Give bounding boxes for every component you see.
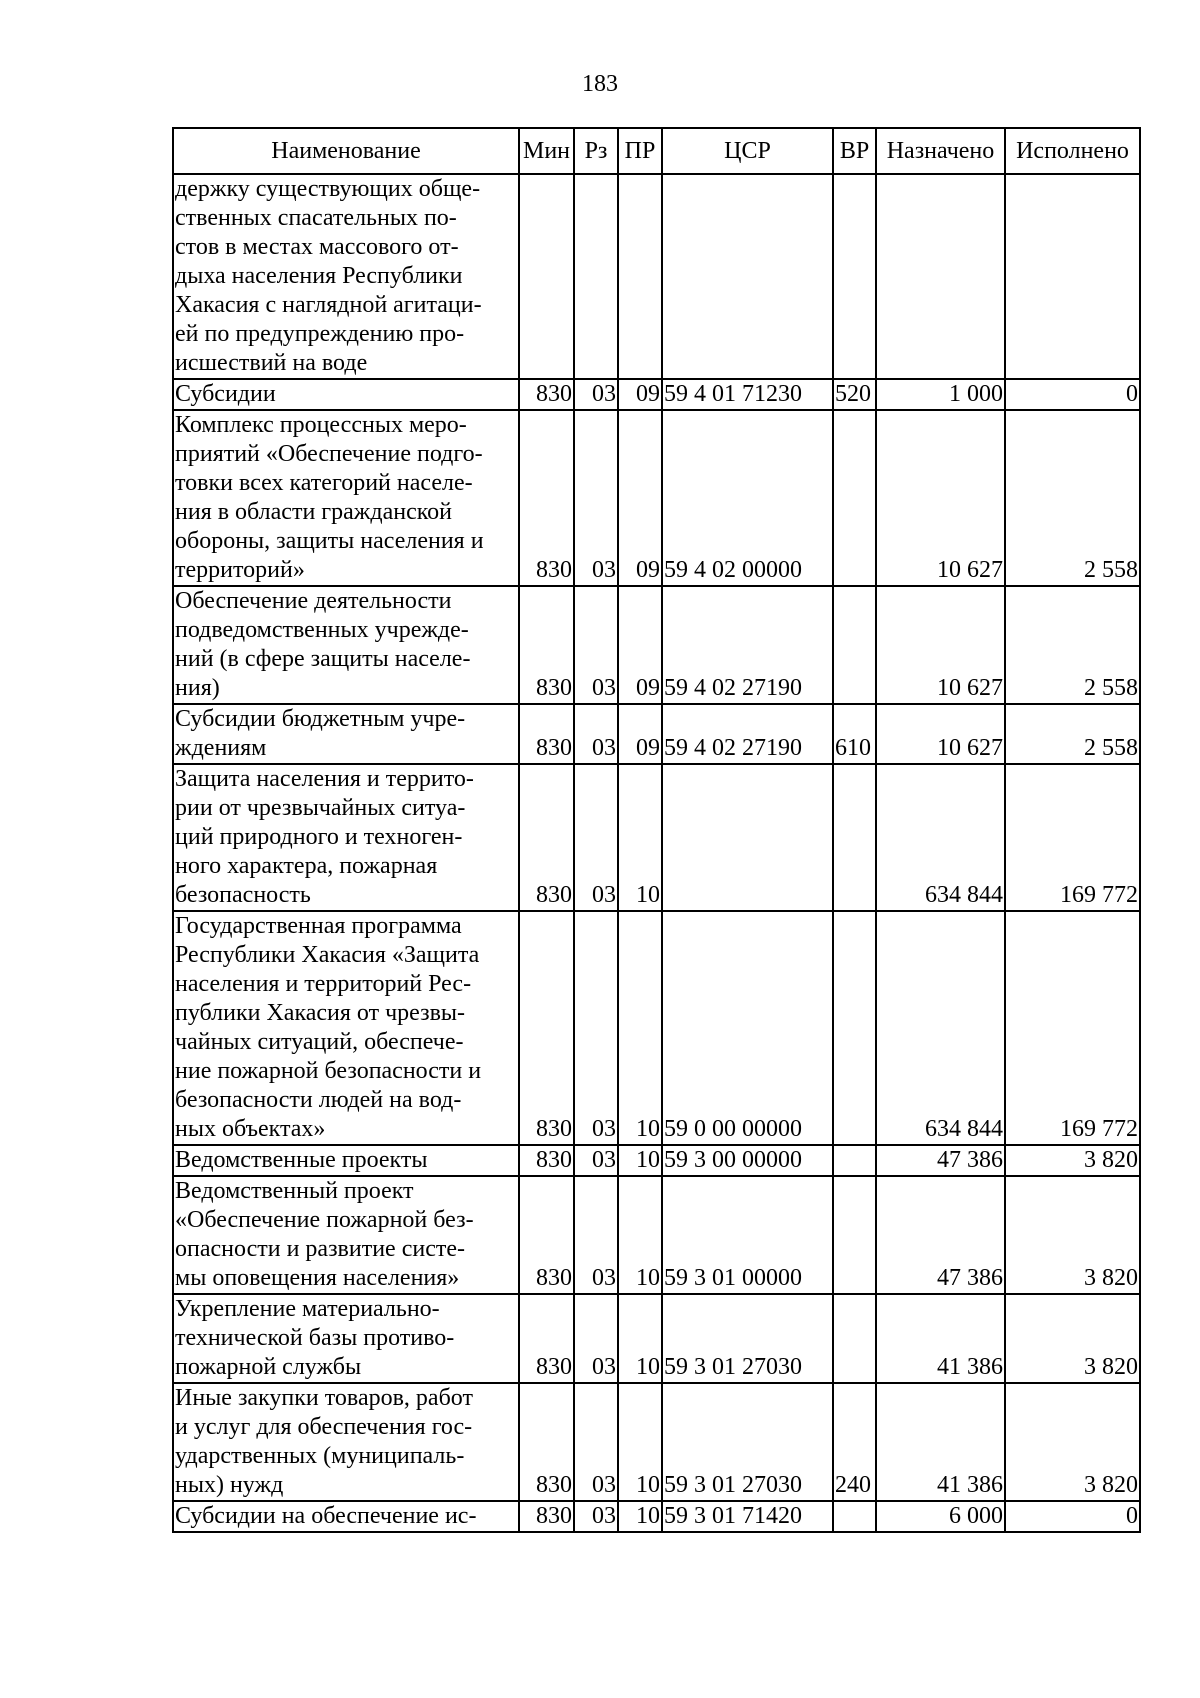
row-name: Укрепление материально- технической базы противо- пожарной службы bbox=[173, 1294, 519, 1383]
row-csr bbox=[662, 764, 833, 911]
row-rz: 03 bbox=[574, 1501, 618, 1532]
row-rz: 03 bbox=[574, 1176, 618, 1294]
row-csr: 59 4 02 00000 bbox=[662, 410, 833, 586]
row-pr: 09 bbox=[618, 586, 662, 704]
header-pr: ПР bbox=[618, 128, 662, 174]
row-assigned: 47 386 bbox=[876, 1145, 1005, 1176]
header-assigned: Назначено bbox=[876, 128, 1005, 174]
row-min: 830 bbox=[519, 1501, 574, 1532]
row-name: Субсидии bbox=[173, 379, 519, 410]
row-min: 830 bbox=[519, 410, 574, 586]
row-pr: 10 bbox=[618, 1176, 662, 1294]
row-min: 830 bbox=[519, 1145, 574, 1176]
row-rz: 03 bbox=[574, 911, 618, 1145]
row-rz: 03 bbox=[574, 1145, 618, 1176]
row-executed: 3 820 bbox=[1005, 1294, 1140, 1383]
row-vr bbox=[833, 1294, 876, 1383]
row-vr bbox=[833, 1145, 876, 1176]
row-pr: 10 bbox=[618, 911, 662, 1145]
row-executed: 3 820 bbox=[1005, 1383, 1140, 1501]
row-assigned: 41 386 bbox=[876, 1383, 1005, 1501]
row-csr: 59 4 02 27190 bbox=[662, 586, 833, 704]
row-min: 830 bbox=[519, 586, 574, 704]
row-rz: 03 bbox=[574, 1294, 618, 1383]
row-assigned: 634 844 bbox=[876, 764, 1005, 911]
table-header-row bbox=[173, 128, 1140, 174]
row-csr: 59 4 02 27190 bbox=[662, 704, 833, 764]
header-name: Наименование bbox=[173, 128, 519, 174]
row-min: 830 bbox=[519, 911, 574, 1145]
table-row bbox=[173, 410, 1140, 586]
row-csr: 59 4 01 71230 bbox=[662, 379, 833, 410]
row-csr: 59 3 01 71420 bbox=[662, 1501, 833, 1532]
row-rz: 03 bbox=[574, 704, 618, 764]
row-rz: 03 bbox=[574, 379, 618, 410]
row-min: 830 bbox=[519, 1294, 574, 1383]
row-name: Субсидии бюджетным учре- ждениям bbox=[173, 704, 519, 764]
row-csr: 59 3 01 00000 bbox=[662, 1176, 833, 1294]
table-row bbox=[173, 764, 1140, 911]
row-name: Ведомственный проект «Обеспечение пожарной без- опасности и развитие систе- мы оповещения населения» bbox=[173, 1176, 519, 1294]
row-min: 830 bbox=[519, 764, 574, 911]
row-pr: 10 bbox=[618, 1294, 662, 1383]
header-vr: ВР bbox=[833, 128, 876, 174]
row-vr bbox=[833, 174, 876, 379]
table-row bbox=[173, 1501, 1140, 1532]
row-executed: 2 558 bbox=[1005, 704, 1140, 764]
row-rz: 03 bbox=[574, 1383, 618, 1501]
header-csr: ЦСР bbox=[662, 128, 833, 174]
row-assigned: 634 844 bbox=[876, 911, 1005, 1145]
row-executed: 0 bbox=[1005, 1501, 1140, 1532]
row-pr: 09 bbox=[618, 379, 662, 410]
row-vr: 610 bbox=[833, 704, 876, 764]
table-row bbox=[173, 1145, 1140, 1176]
row-vr bbox=[833, 1176, 876, 1294]
row-name: держку существующих обще- ственных спасательных по- стов в местах массового от- дыха населения Республики Хакасия с наглядной агитаци- ей по предупреждению про- исшествий на воде bbox=[173, 174, 519, 379]
row-executed bbox=[1005, 174, 1140, 379]
row-pr: 09 bbox=[618, 704, 662, 764]
row-vr bbox=[833, 1501, 876, 1532]
row-assigned: 41 386 bbox=[876, 1294, 1005, 1383]
row-rz: 03 bbox=[574, 764, 618, 911]
budget-execution-table bbox=[172, 127, 1141, 1533]
table-row bbox=[173, 1383, 1140, 1501]
row-assigned: 10 627 bbox=[876, 410, 1005, 586]
table-row bbox=[173, 911, 1140, 1145]
table-row bbox=[173, 174, 1140, 379]
row-executed: 2 558 bbox=[1005, 410, 1140, 586]
row-pr bbox=[618, 174, 662, 379]
row-name: Ведомственные проекты bbox=[173, 1145, 519, 1176]
row-vr bbox=[833, 410, 876, 586]
row-executed: 3 820 bbox=[1005, 1145, 1140, 1176]
row-csr: 59 3 01 27030 bbox=[662, 1294, 833, 1383]
page-number: 183 bbox=[582, 71, 618, 97]
row-csr: 59 3 00 00000 bbox=[662, 1145, 833, 1176]
row-name: Защита населения и террито- рии от чрезвычайных ситуа- ций природного и техноген- ного характера, пожарная безопасность bbox=[173, 764, 519, 911]
row-min: 830 bbox=[519, 704, 574, 764]
row-executed: 169 772 bbox=[1005, 764, 1140, 911]
row-name: Субсидии на обеспечение ис- bbox=[173, 1501, 519, 1532]
table-row bbox=[173, 379, 1140, 410]
table-row bbox=[173, 704, 1140, 764]
row-csr bbox=[662, 174, 833, 379]
row-assigned: 6 000 bbox=[876, 1501, 1005, 1532]
table-row bbox=[173, 1176, 1140, 1294]
header-executed: Исполнено bbox=[1005, 128, 1140, 174]
header-rz: Рз bbox=[574, 128, 618, 174]
row-vr: 520 bbox=[833, 379, 876, 410]
row-rz: 03 bbox=[574, 586, 618, 704]
table-row bbox=[173, 1294, 1140, 1383]
row-executed: 2 558 bbox=[1005, 586, 1140, 704]
row-executed: 3 820 bbox=[1005, 1176, 1140, 1294]
row-name: Иные закупки товаров, работ и услуг для обеспечения гос- ударственных (муниципаль- ных) нужд bbox=[173, 1383, 519, 1501]
row-assigned: 1 000 bbox=[876, 379, 1005, 410]
row-min: 830 bbox=[519, 1383, 574, 1501]
row-rz: 03 bbox=[574, 410, 618, 586]
row-pr: 10 bbox=[618, 764, 662, 911]
row-name: Комплекс процессных меро- приятий «Обеспечение подго- товки всех категорий населе- ния в области гражданской обороны, защиты населения и территорий» bbox=[173, 410, 519, 586]
row-executed: 169 772 bbox=[1005, 911, 1140, 1145]
row-assigned: 10 627 bbox=[876, 586, 1005, 704]
row-pr: 10 bbox=[618, 1145, 662, 1176]
row-vr bbox=[833, 586, 876, 704]
row-min: 830 bbox=[519, 379, 574, 410]
row-name: Обеспечение деятельности подведомственных учрежде- ний (в сфере защиты населе- ния) bbox=[173, 586, 519, 704]
row-pr: 10 bbox=[618, 1383, 662, 1501]
row-vr: 240 bbox=[833, 1383, 876, 1501]
row-pr: 10 bbox=[618, 1501, 662, 1532]
header-min: Мин bbox=[519, 128, 574, 174]
row-executed: 0 bbox=[1005, 379, 1140, 410]
row-vr bbox=[833, 911, 876, 1145]
row-csr: 59 0 00 00000 bbox=[662, 911, 833, 1145]
row-min bbox=[519, 174, 574, 379]
row-name: Государственная программа Республики Хакасия «Защита населения и территорий Рес- публики Хакасия от чрезвы- чайных ситуаций, обеспече- ние пожарной безопасности и безопасности людей на вод- ных объектах» bbox=[173, 911, 519, 1145]
row-assigned bbox=[876, 174, 1005, 379]
table-row bbox=[173, 586, 1140, 704]
row-assigned: 10 627 bbox=[876, 704, 1005, 764]
row-csr: 59 3 01 27030 bbox=[662, 1383, 833, 1501]
row-assigned: 47 386 bbox=[876, 1176, 1005, 1294]
row-min: 830 bbox=[519, 1176, 574, 1294]
row-vr bbox=[833, 764, 876, 911]
row-pr: 09 bbox=[618, 410, 662, 586]
row-rz bbox=[574, 174, 618, 379]
